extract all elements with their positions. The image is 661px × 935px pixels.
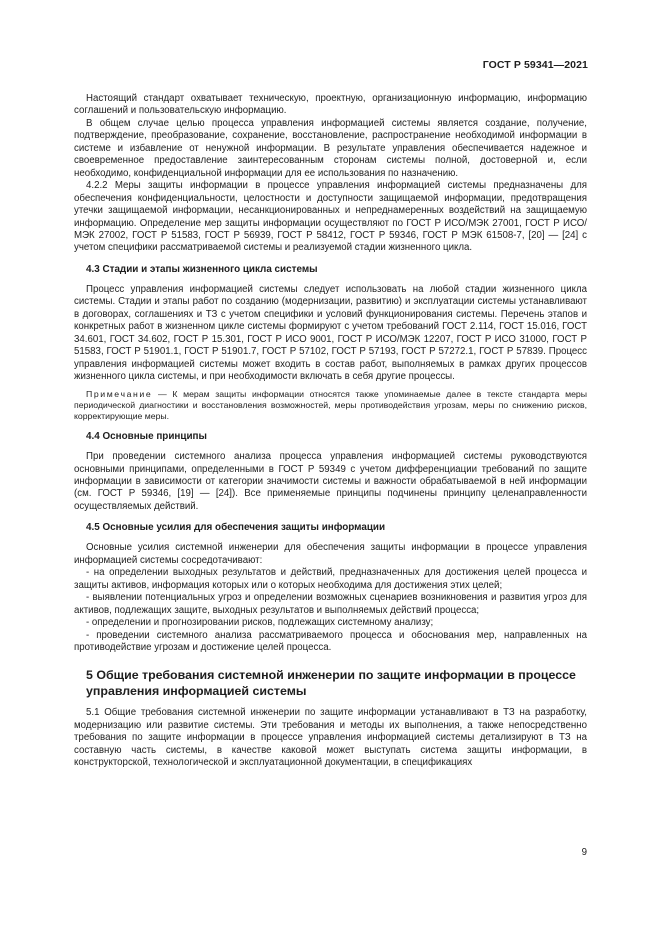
document-body bbox=[74, 93, 587, 770]
document-code: ГОСТ Р 59341—2021 bbox=[482, 59, 588, 71]
clause-4-2-2-paragraph: 4.2.2 Меры защиты информации в процессе управления информацией системы предназначены для обеспечения конфиденциальности, целостности и доступности защищаемой информации, предотвращения утечки защищаемой информации, несанкционированных и непреднамеренных воздействий на защищаемую информацию. Определение мер защиты информации осуществляют по ГОСТ Р ИСО/МЭК 27001, ГОСТ Р ИСО/МЭК 27002, ГОСТ Р 51583, ГОСТ Р 56939, ГОСТ Р 58412, ГОСТ Р 59346, ГОСТ Р МЭК 61508-7, [20] — [24] с учетом специфики рассматриваемой системы и реализуемой стадии жизненного цикла. bbox=[74, 180, 587, 254]
section-4-4-paragraph: При проведении системного анализа процесса управления информацией системы руководствуются основными принципами, определенными в ГОСТ Р 59349 с учетом дифференциации требований по защите информации в зависимости от категории значимости системы и важности обрабатываемой в ней информации (см. ГОСТ Р 59346, [19] — [24]). Все применяемые принципы подчинены принципу целенаправленности осуществляемых действий. bbox=[74, 451, 587, 512]
section-4-5-paragraph: Основные усилия системной инженерии для обеспечения защиты информации в процессе управления информацией системы сосредотачивают: bbox=[74, 542, 587, 566]
note-text: — К мерам защиты информации относятся также упоминаемые далее в тексте стандарта меры периодической диагностики и восстановления возможностей, меры противодействия угрозам, меры по снижению рисков, корректирующие меры. bbox=[74, 388, 587, 421]
section-4-4-heading: 4.4 Основные принципы bbox=[86, 431, 207, 443]
section-5-paragraph: 5.1 Общие требования системной инженерии по защите информации устанавливают в ТЗ на разработку, модернизацию или развитие системы. Эти требования и методы их выполнения, а также непосредственно требования по защите информации в процессе управления информацией системы детализируют в ТЗ на составную часть системы, в качестве каковой может выступать система защиты информации, в конструкторской, технологической и эксплуатационной документации, в спецификациях bbox=[74, 707, 587, 769]
intro-paragraph: В общем случае целью процесса управления информацией системы является создание, получение, подтверждение, преобразование, сохранение, восстановление, распространение необходимой информации в системе и избавление от ненужной информации. В результате управления обеспечивается надежное и своевременное предоставление заинтересованным сторонам системы полной, достоверной и, если необходимо, конфиденциальной информации для ее использования по назначению. bbox=[74, 117, 587, 179]
note-label: Примечание bbox=[86, 388, 153, 399]
section-5-heading: 5 Общие требования системной инженерии по защите информации в процессе управления информацией системы bbox=[86, 668, 576, 698]
section-4-3-heading: 4.3 Стадии и этапы жизненного цикла системы bbox=[86, 263, 318, 275]
section-4-3-paragraph: Процесс управления информацией системы следует использовать на любой стадии жизненного цикла системы. Стадии и этапы работ по созданию (модернизации, развитию) и эксплуатации системы устанавливают в договорах, соглашениях и ТЗ с учетом специфики и условий функционирования системы. Перечень этапов и конкретных работ в жизненном цикле системы формируют с учетом требований ГОСТ 2.114, ГОСТ 15.016, ГОСТ 34.601, ГОСТ 34.602, ГОСТ Р 15.301, ГОСТ Р ИСО 9001, ГОСТ Р ИСО/МЭК 12207, ГОСТ Р ИСО 31000, ГОСТ Р 51583, ГОСТ Р 51901.1, ГОСТ Р 51901.7, ГОСТ Р 57102, ГОСТ Р 57193, ГОСТ Р 57272.1, ГОСТ Р 57839. Процесс управления информацией системы может входить в состав работ, выполняемых в рамках других процессов жизненного цикла системы, и при необходимости включать в себя другие процессы. bbox=[74, 283, 587, 383]
intro-paragraph: Настоящий стандарт охватывает техническую, проектную, организационную информацию, информацию соглашений и пользовательскую информацию. bbox=[74, 93, 587, 117]
page-number: 9 bbox=[581, 847, 587, 858]
list-item: - проведении системного анализа рассматриваемого процесса и обоснования мер, направленных на противодействие угрозам и достижение целей процесса. bbox=[74, 629, 587, 654]
list-item: - на определении выходных результатов и действий, предназначенных для достижения целей процесса и защиты активов, информация которых или о которых необходима для достижения этих целей; bbox=[74, 567, 587, 591]
section-4-5-heading: 4.5 Основные усилия для обеспечения защиты информации bbox=[86, 522, 386, 534]
list-item: - выявлении потенциальных угроз и определении возможных сценариев возникновения и развития угроз для активов, подлежащих защите, выходных результатов и выполняемых действий процесса; bbox=[74, 592, 587, 616]
list-item: - определении и прогнозировании рисков, подлежащих системному анализу; bbox=[86, 617, 434, 629]
section-4-3-note bbox=[74, 389, 587, 423]
